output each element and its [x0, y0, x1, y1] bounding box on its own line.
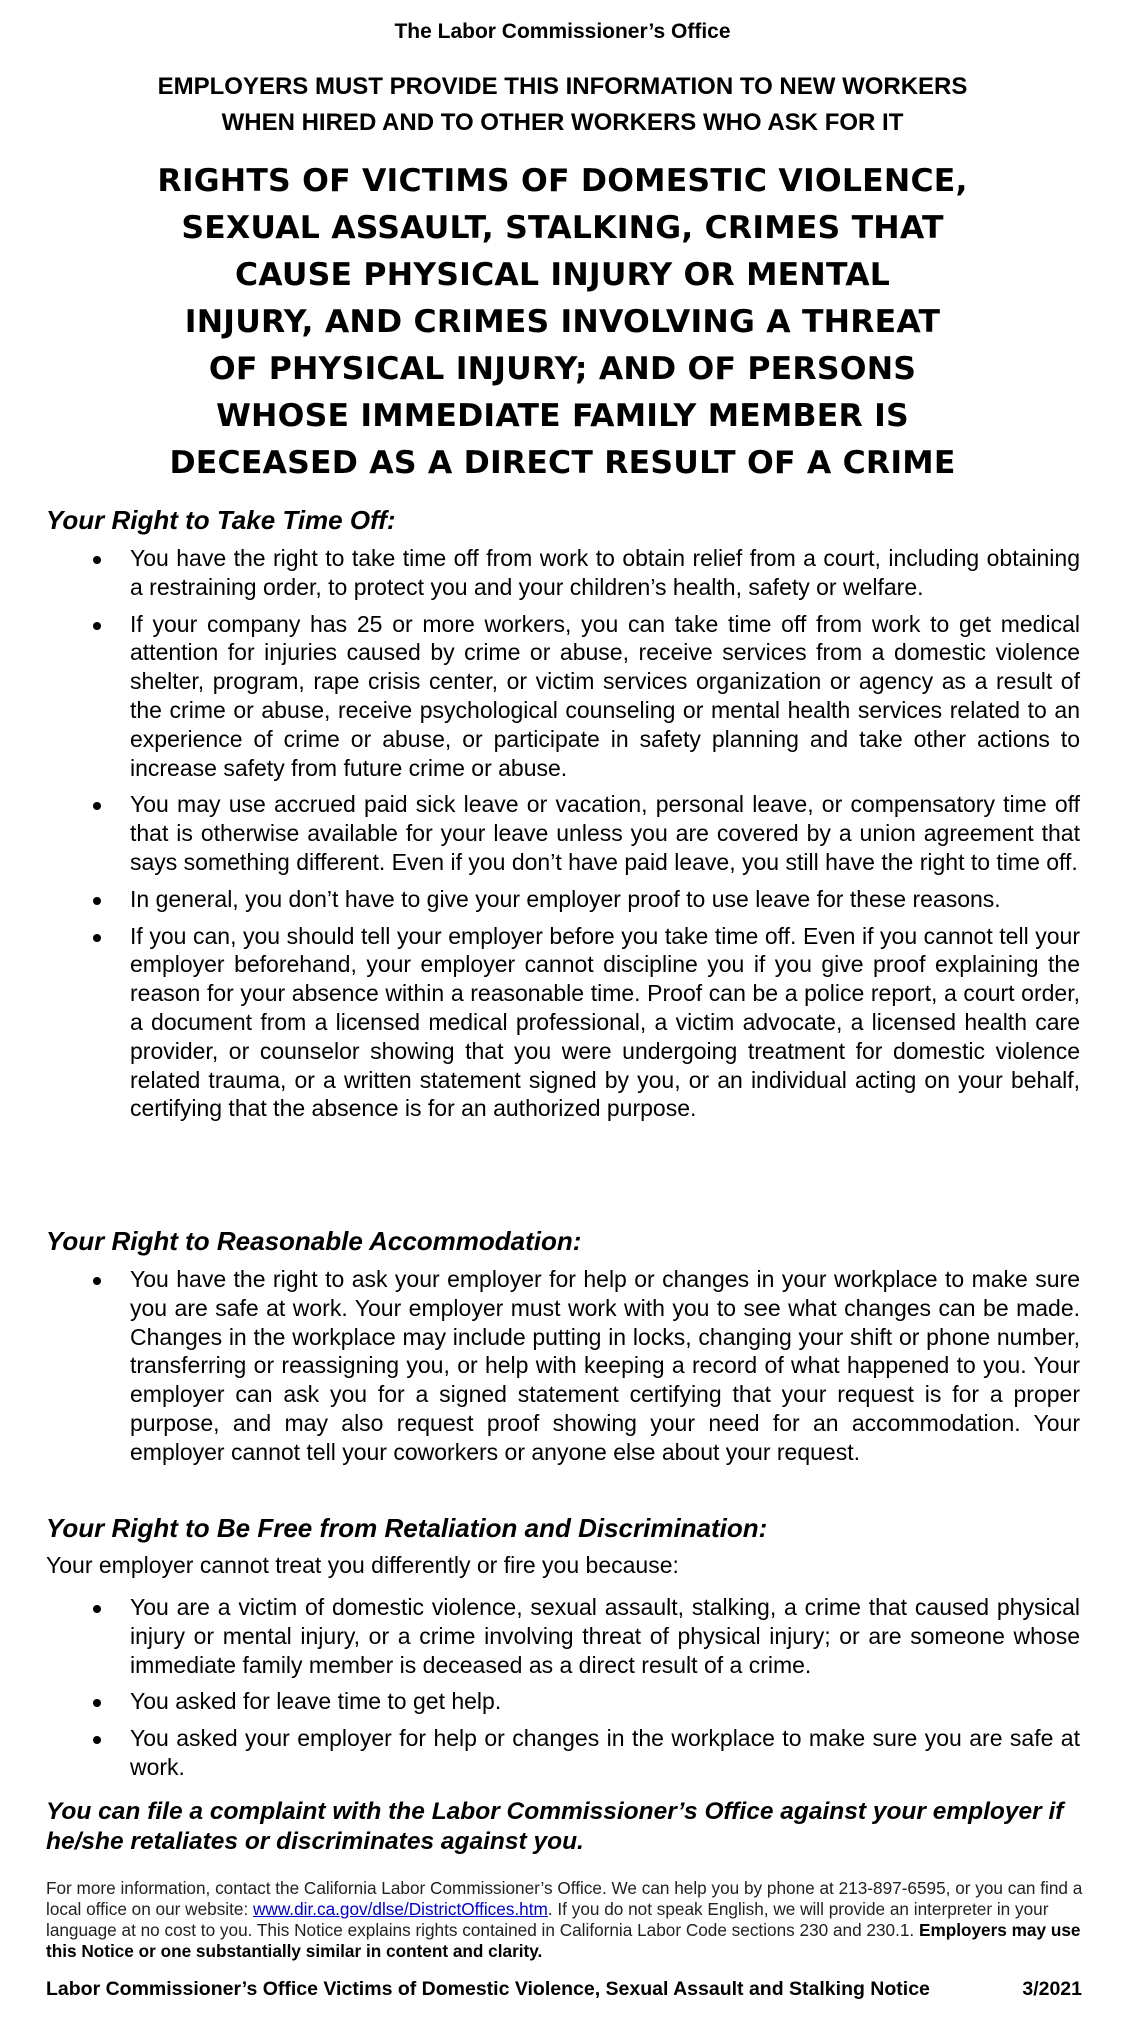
bullet-icon [93, 1699, 101, 1707]
list-item-text: If your company has 25 or more workers, you can take time off from work to get medical attention for injuries caused by crime or abuse, receive services from a domestic violence shelter, program, rape crisis center, or victim services organization or agency as a result of the crime or abuse, receive psychological counseling or mental health services related to an experience of crime or abuse, or participate in safety planning and take other actions to increase safety from future crime or abuse. [130, 610, 1080, 781]
district-offices-link[interactable]: www.dir.ca.gov/dlse/DistrictOffices.htm [253, 1899, 548, 1919]
contact-text-continued: . If you do not speak English, we will provide an interpreter in your language at no cost to you. This Notice explains rights contained in California Labor Code sections 230 and 230.1. [46, 1899, 1049, 1940]
bullet-icon [93, 934, 101, 942]
list-item-text: In general, you don’t have to give your employer proof to use leave for these reasons. [130, 885, 1001, 912]
list-item-text: You asked your employer for help or changes in the workplace to make sure you are safe at work. [130, 1725, 1080, 1780]
notice-title-line: RIGHTS OF VICTIMS OF DOMESTIC VIOLENCE, [157, 163, 968, 199]
notice-title-line: CAUSE PHYSICAL INJURY OR MENTAL [234, 257, 891, 293]
contact-information [46, 1878, 1086, 1962]
notice-title-line: OF PHYSICAL INJURY; AND OF PERSONS [208, 351, 917, 387]
retaliation-heading: Your Right to Be Free from Retaliation and Discrimination: [46, 1513, 768, 1543]
notice-title [100, 158, 1025, 487]
list-item-text: If you can, you should tell your employer before you take time off. Even if you cannot tell your employer beforehand, your employer cannot discipline you if you give proof explaining the reason for your absence within a reasonable time. Proof can be a police report, a court order, a document from a licensed medical professional, a victim advocate, a licensed health care provider, or counselor showing that you were undergoing treatment for domestic violence related trauma, or a written statement signed by you, or an individual acting on your behalf, certifying that the absence is for an authorized purpose. [130, 922, 1080, 1122]
notice-title-line: SEXUAL ASSAULT, STALKING, CRIMES THAT [181, 210, 944, 246]
list-item [46, 885, 1080, 914]
list-item [46, 1593, 1080, 1679]
employer-requirement [0, 69, 1125, 141]
list-item [46, 922, 1080, 1124]
footer [46, 1978, 1082, 2004]
notice-date: 3/2021 [1022, 1978, 1082, 2000]
bullet-icon [93, 897, 101, 905]
bullet-icon [93, 622, 101, 630]
list-item-text: You have the right to ask your employer for help or changes in your workplace to make sure you are safe at work. Your employer must work with you to see what changes can be made. Changes in the workplace may include putting in locks, changing your shift or phone number, transferring or reassigning you, or help with keeping a record of what happened to you. Your employer can ask you for a signed statement certifying that your request is for a proper purpose, and may also request proof showing your need for an accommodation. Your employer cannot tell your coworkers or anyone else about your request. [130, 1266, 1080, 1465]
list-item-text: You have the right to take time off from work to obtain relief from a court, including obtaining a restraining order, to protect you and your children’s health, safety or welfare. [130, 545, 1080, 600]
complaint-statement: You can file a complaint with the Labor Commissioner’s Office against your employer if he/she retaliates or discriminates against you. [46, 1798, 1064, 1855]
bullet-icon [93, 1736, 101, 1744]
employer-requirement-line-1: EMPLOYERS MUST PROVIDE THIS INFORMATION TO NEW WORKERS [157, 73, 968, 100]
time-off-heading: Your Right to Take Time Off: [46, 505, 396, 535]
office-header: The Labor Commissioner’s Office [394, 20, 731, 43]
accommodation-list [46, 1265, 1080, 1475]
list-item [46, 1265, 1080, 1467]
list-item [46, 790, 1080, 876]
bullet-icon [93, 1277, 101, 1285]
notice-title-line: WHOSE IMMEDIATE FAMILY MEMBER IS [216, 398, 909, 434]
list-item [46, 1687, 1080, 1716]
list-item [46, 610, 1080, 783]
bullet-icon [93, 1605, 101, 1613]
retaliation-list [46, 1593, 1080, 1790]
retaliation-intro: Your employer cannot treat you differently or fire you because: [46, 1552, 679, 1578]
notice-name: Labor Commissioner’s Office Victims of Domestic Violence, Sexual Assault and Stalking Notice [46, 1978, 930, 2000]
bullet-icon [93, 802, 101, 810]
employer-usage-note: Employers may use this Notice or one substantially similar in content and clarity. [46, 1920, 1081, 1961]
list-item [46, 1724, 1080, 1782]
notice-title-line: DECEASED AS A DIRECT RESULT OF A CRIME [169, 445, 956, 481]
contact-text: For more information, contact the California Labor Commissioner’s Office. We can help you by phone at 213-897-6595, or you can find a local office on our website: [46, 1878, 1083, 1919]
list-item [46, 544, 1080, 602]
bullet-icon [93, 556, 101, 564]
employer-requirement-line-2: WHEN HIRED AND TO OTHER WORKERS WHO ASK FOR IT [221, 109, 904, 136]
list-item-text: You asked for leave time to get help. [130, 1688, 502, 1715]
notice-title-line: INJURY, AND CRIMES INVOLVING A THREAT [184, 304, 941, 340]
list-item-text: You are a victim of domestic violence, sexual assault, stalking, a crime that caused physical injury or mental injury, or a crime involving threat of physical injury; or are someone whose immediate family member is deceased as a direct result of a crime. [130, 1594, 1080, 1678]
list-item-text: You may use accrued paid sick leave or vacation, personal leave, or compensatory time off that is otherwise available for your leave unless you are covered by a union agreement that says something different. Even if you don’t have paid leave, you still have the right to time off. [130, 791, 1080, 875]
time-off-list [46, 544, 1080, 1131]
accommodation-heading: Your Right to Reasonable Accommodation: [46, 1226, 582, 1256]
